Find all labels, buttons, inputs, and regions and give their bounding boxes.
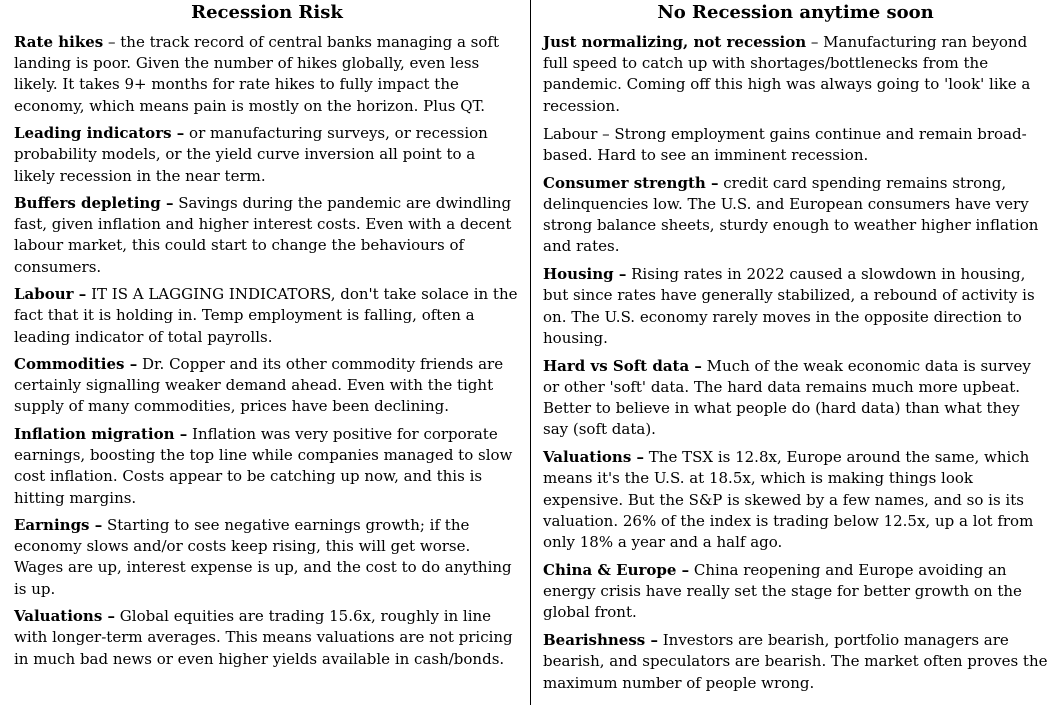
entry-text: – Manufacturing ran beyond full speed to catch up with shortages/bottlenecks from the pandemic. Coming off this high was always going to 'look' like a recession. — [543, 33, 1031, 115]
entry-label: Commodities – — [14, 355, 138, 374]
entry-text: IT IS A LAGGING INDICATORS, don't take solace in the fact that it is holding in. Temp employment is falling, often a leading indicator of total payrolls. — [14, 285, 518, 346]
entry-housing — [543, 264, 1048, 349]
entry-label: Housing – — [543, 265, 627, 284]
entry-label: Inflation migration – — [14, 424, 188, 443]
entry-labour — [14, 284, 520, 348]
entry-label: Bearishness – — [543, 631, 658, 650]
entry-text: credit card spending remains strong, delinquencies low. The U.S. and European consumers have very strong balance sheets, sturdy enough to weather higher inflation and rates. — [543, 173, 1039, 256]
entry-text: Savings during the pandemic are dwindling fast, given inflation and higher interest costs. Even with a decent labour market, this could start to change the behaviours of consumers. — [14, 194, 512, 276]
entry-text: Labour – Strong employment gains continue and remain broad-based. Hard to see an imminent recession. — [543, 124, 1027, 164]
entry-rate-hikes — [14, 32, 520, 117]
entry-text: or manufacturing surveys, or recession probability models, or the yield curve inversion all point to a likely recession in the near term. — [14, 124, 488, 185]
entry-label: Hard vs Soft data – — [543, 356, 702, 375]
column-heading-recession-risk: Recession Risk — [191, 2, 343, 23]
entry-inflation-migration — [14, 424, 520, 509]
entry-bearishness — [543, 630, 1048, 694]
entry-text: – the track record of central banks managing a soft landing is poor. Given the number of hikes globally, even less likely. It takes 9+ months for rate hikes to fully impact the economy, which means pain is mostly on the horizon. Plus QT. — [14, 33, 499, 115]
entry-label: Labour – — [14, 285, 87, 304]
column-heading-no-recession: No Recession anytime soon — [657, 2, 934, 23]
entry-label: Leading indicators – — [14, 124, 185, 143]
entry-text: Dr. Copper and its other commodity friends are certainly signalling weaker demand ahead. Even with the tight supply of many commodities, prices have been declining. — [14, 355, 504, 416]
entry-valuations — [543, 447, 1048, 553]
entry-valuations — [14, 606, 520, 670]
entry-hard-vs-soft-data — [543, 356, 1048, 441]
entry-label: Consumer strength – — [543, 173, 719, 192]
entry-china-europe — [543, 560, 1048, 624]
entry-commodities — [14, 354, 520, 418]
entry-text: China reopening and Europe avoiding an energy crisis have really set the stage for better growth on the global front. — [543, 560, 1022, 622]
entry-label: Rate hikes — [14, 33, 104, 51]
entry-buffers-depleting — [14, 193, 520, 278]
entry-just-normalizing — [543, 32, 1048, 117]
entry-labour — [543, 124, 1048, 166]
entry-text: Global equities are trading 15.6x, roughly in line with longer-term averages. This means valuations are not pricing in much bad news or even higher yields available in cash/bonds. — [14, 607, 513, 668]
entry-text: The TSX is 12.8x, Europe around the same, which means it's the U.S. at 18.5x, which is making things look expensive. But the S&P is skewed by a few names, and so is its valuation. 26% of the index is trading below 12.5x, up a lot from only 18% a year and a half ago. — [543, 448, 1034, 551]
entry-text: Rising rates in 2022 caused a slowdown in housing, but since rates have generally stabilized, a rebound of activity is on. The U.S. economy rarely moves in the opposite direction to housing. — [543, 265, 1035, 347]
entry-text: Much of the weak economic data is survey or other 'soft' data. The hard data remains much more upbeat. Better to believe in what people do (hard data) than what they say (soft data). — [543, 356, 1031, 439]
entry-label: Valuations – — [14, 607, 116, 626]
entry-label: Valuations – — [543, 448, 645, 467]
entry-label: Buffers depleting – — [14, 194, 174, 213]
entry-text: Starting to see negative earnings growth; if the economy slows and/or costs keep rising, this will get worse. Wages are up, interest expense is up, and the cost to do anything is up. — [14, 516, 512, 598]
no-recession-column — [530, 0, 1052, 705]
entry-consumer-strength — [543, 173, 1048, 258]
column-divider — [530, 0, 531, 705]
entry-label: Earnings – — [14, 516, 103, 535]
entry-label: Just normalizing, not recession — [543, 33, 807, 51]
entry-label: China & Europe – — [543, 560, 690, 579]
entry-leading-indicators — [14, 123, 520, 187]
entry-text: Inflation was very positive for corporate earnings, boosting the top line while companies managed to slow cost inflation. Costs appear to be catching up now, and this is hitting margins. — [14, 424, 513, 507]
entry-text: Investors are bearish, portfolio managers are bearish, and speculators are bearish. The market often proves the maximum number of people wrong. — [543, 631, 1048, 692]
entry-earnings — [14, 515, 520, 600]
